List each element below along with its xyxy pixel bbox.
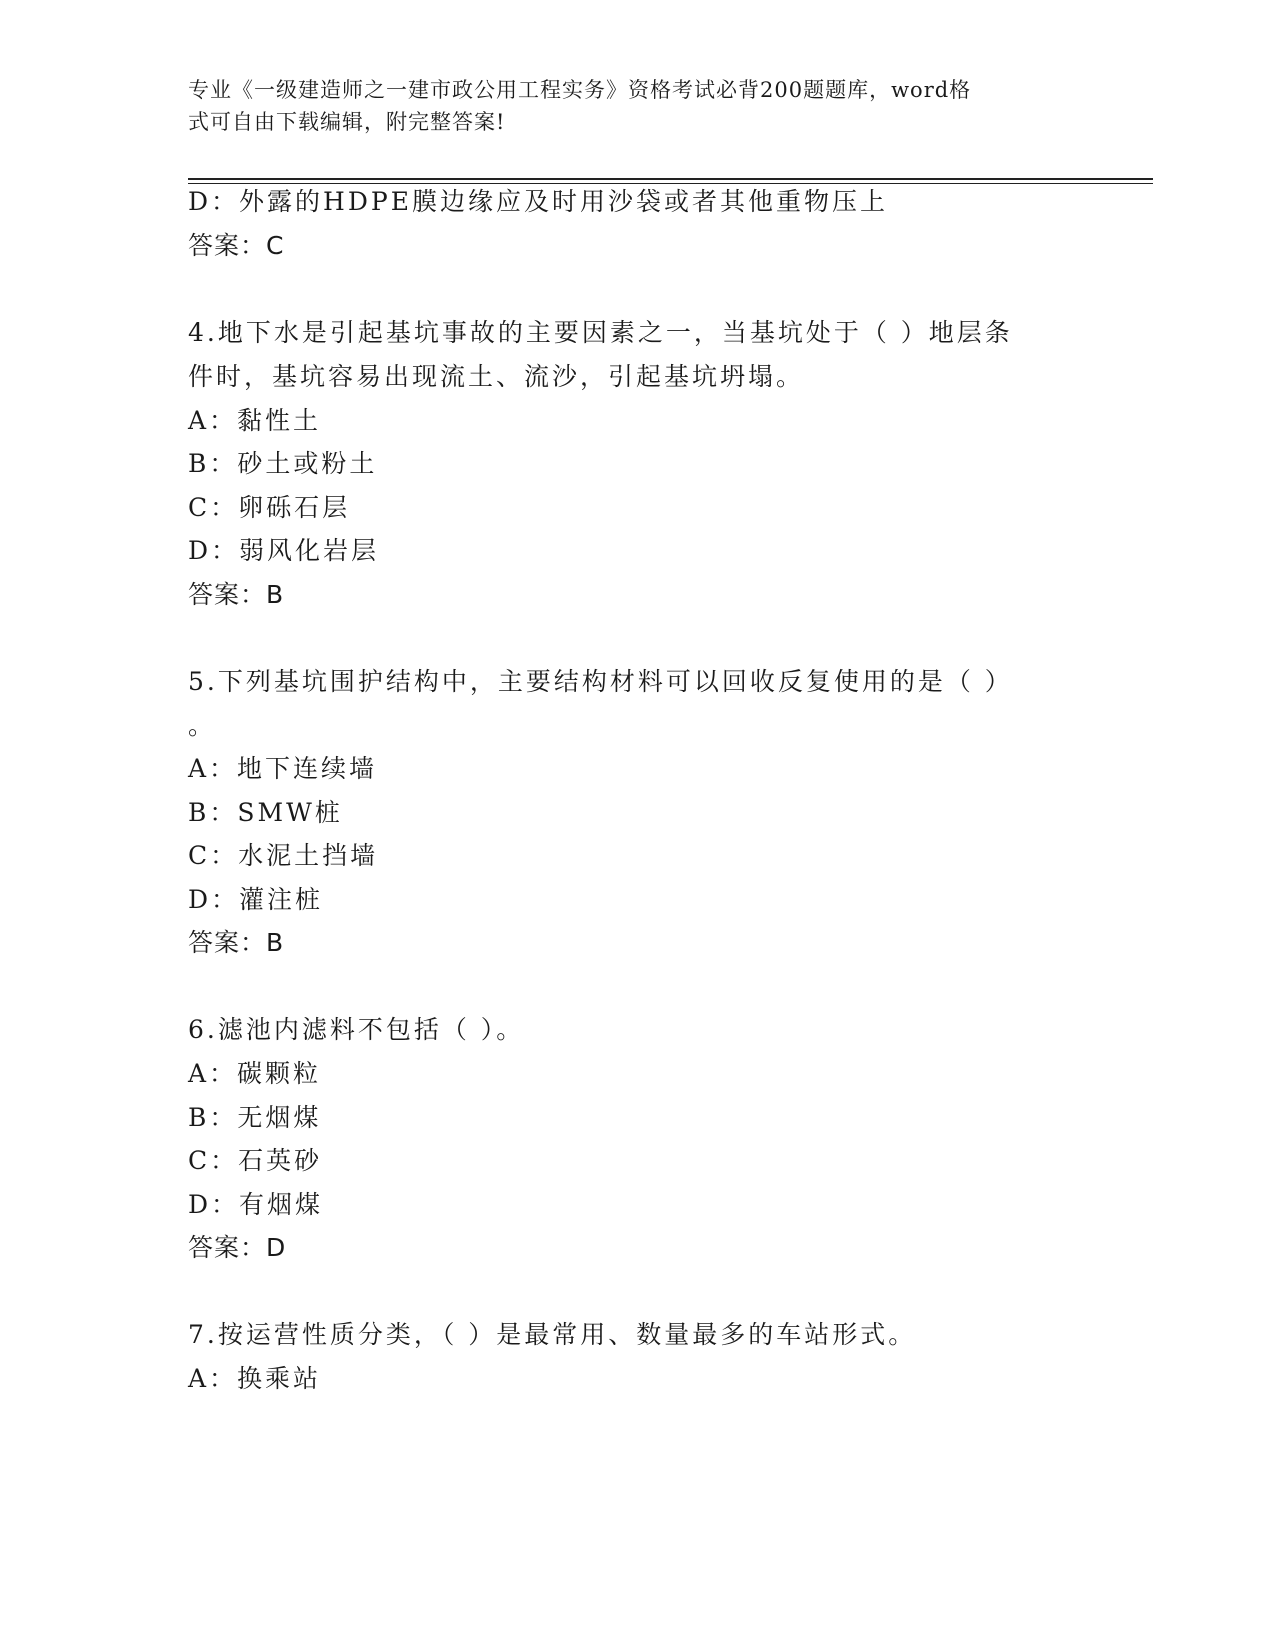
q4-option-c: C：卵砾石层	[188, 493, 351, 522]
q4-option-a: A：黏性土	[188, 406, 322, 435]
q5-option-c: C：水泥土挡墙	[188, 841, 379, 870]
q5-option-b: B：SMW桩	[188, 798, 343, 827]
q3-answer: 答案：C	[188, 231, 285, 260]
q4-stem-line-2: 件时，基坑容易出现流土、流沙，引起基坑坍塌。	[188, 362, 805, 391]
q4-option-b: B：砂土或粉土	[188, 449, 378, 478]
header-title-line-1: 专业《一级建造师之一建市政公用工程实务》资格考试必背200题题库，word格	[188, 78, 972, 102]
q5-answer: 答案：B	[188, 928, 285, 957]
q4-option-d: D：弱风化岩层	[188, 536, 380, 565]
q5-stem-line-2: 。	[188, 711, 217, 740]
q5-stem-line-1: 5.下列基坑围护结构中，主要结构材料可以回收反复使用的是（ ）	[188, 667, 1013, 696]
q4-answer: 答案：B	[188, 580, 285, 609]
q5-option-a: A：地下连续墙	[188, 754, 378, 783]
q6-option-c: C：石英砂	[188, 1146, 323, 1175]
header-rule-thick	[188, 178, 1153, 180]
q6-option-b: B：无烟煤	[188, 1103, 322, 1132]
header-title-line-2: 式可自由下载编辑，附完整答案!	[188, 110, 506, 134]
q6-stem-line-1: 6.滤池内滤料不包括（ ）。	[188, 1015, 525, 1044]
q5-option-d: D：灌注桩	[188, 885, 324, 914]
q3-option-d: D：外露的HDPE膜边缘应及时用沙袋或者其他重物压上	[188, 187, 888, 216]
q7-option-a: A：换乘站	[188, 1364, 322, 1393]
q4-stem-line-1: 4.地下水是引起基坑事故的主要因素之一，当基坑处于（ ）地层条	[188, 318, 1013, 347]
document-header	[188, 74, 1068, 138]
q6-option-a: A：碳颗粒	[188, 1059, 322, 1088]
q7-stem-line-1: 7.按运营性质分类，（ ）是最常用、数量最多的车站形式。	[188, 1320, 917, 1349]
header-rule-thin	[188, 183, 1153, 184]
q6-answer: 答案：D	[188, 1233, 287, 1262]
q6-option-d: D：有烟煤	[188, 1190, 324, 1219]
